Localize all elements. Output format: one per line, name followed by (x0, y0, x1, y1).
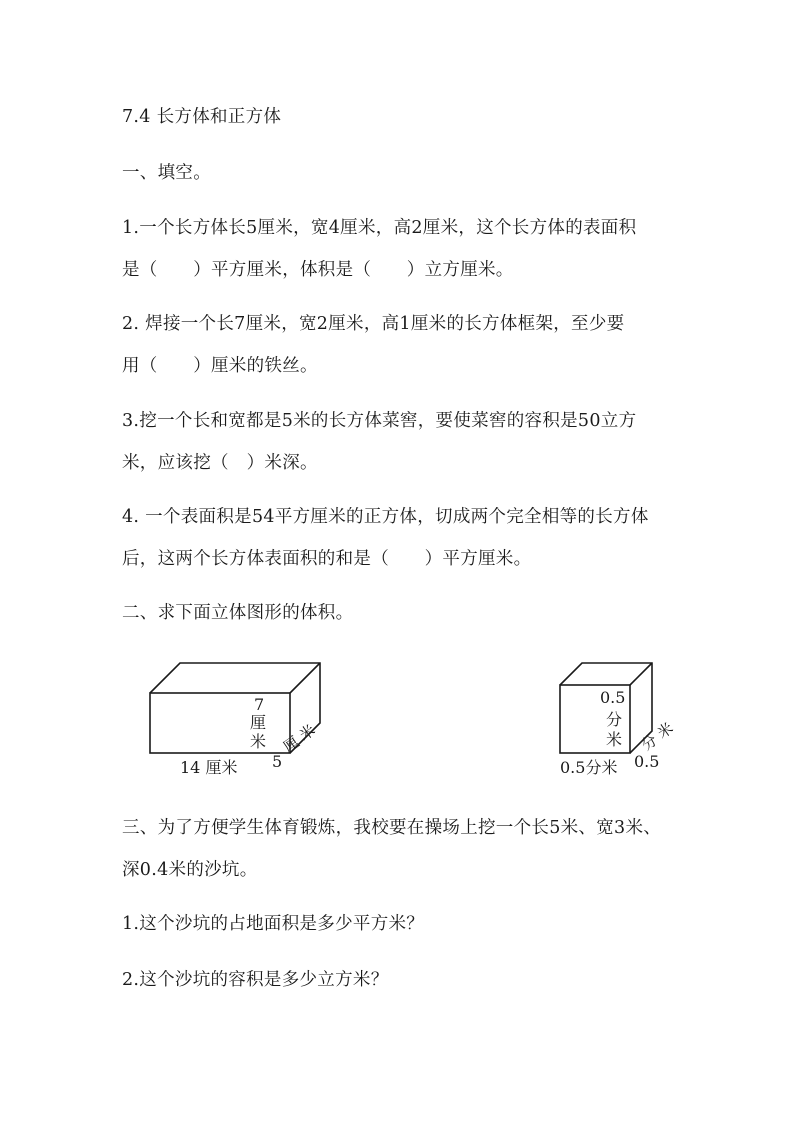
cuboid-figure (140, 655, 330, 785)
q1-line1: 1.一个长方体长5厘米，宽4厘米，高2厘米，这个长方体的表面积 (122, 218, 637, 238)
section3-q2: 2.这个沙坑的容积是多少立方米？ (122, 970, 389, 990)
cuboid-length-label: 14 厘米 (180, 758, 238, 777)
section3-heading-line1: 三、为了方便学生体育锻炼，我校要在操场上挖一个长5米、宽3米、 (122, 818, 662, 838)
page-title: 7.4 长方体和正方体 (122, 107, 282, 127)
cuboid-height-unit-2: 米 (250, 732, 267, 751)
cuboid-height-unit-1: 厘 (250, 713, 267, 732)
section1-heading: 一、填空。 (122, 163, 211, 183)
section3-q1: 1.这个沙坑的占地面积是多少平方米？ (122, 914, 425, 934)
cuboid-width-unit-2: 米 (295, 720, 319, 745)
q3-line2: 米，应该挖（ ）米深。 (122, 453, 318, 473)
cube-width-unit-2: 米 (653, 718, 677, 743)
section2-heading: 二、求下面立体图形的体积。 (122, 603, 354, 623)
cube-figure (550, 655, 690, 785)
cube-height-unit-2: 米 (606, 730, 623, 749)
q2-line2: 用（ ）厘米的铁丝。 (122, 356, 318, 376)
cube-width-number: 0.5 (634, 752, 660, 771)
cube-length-label: 0.5分米 (560, 758, 618, 777)
cube-width-unit-1: 分 (637, 730, 661, 755)
cube-height-unit-1: 分 (606, 710, 623, 729)
q4-line1: 4. 一个表面积是54平方厘米的正方体，切成两个完全相等的长方体 (122, 507, 649, 527)
q1-line2: 是（ ）平方厘米，体积是（ ）立方厘米。 (122, 260, 514, 280)
cuboid-width-unit-1: 厘 (279, 732, 303, 757)
q3-line1: 3.挖一个长和宽都是5米的长方体菜窖，要使菜窖的容积是50立方 (122, 411, 637, 431)
cuboid-height-number: 7 (254, 695, 265, 714)
q2-line1: 2. 焊接一个长7厘米，宽2厘米，高1厘米的长方体框架，至少要 (122, 314, 625, 334)
section3-heading-line2: 深0.4米的沙坑。 (122, 860, 258, 880)
cube-height-number: 0.5 (600, 688, 626, 707)
cuboid-width-number: 5 (272, 752, 283, 771)
q4-line2: 后，这两个长方体表面积的和是（ ）平方厘米。 (122, 549, 532, 569)
